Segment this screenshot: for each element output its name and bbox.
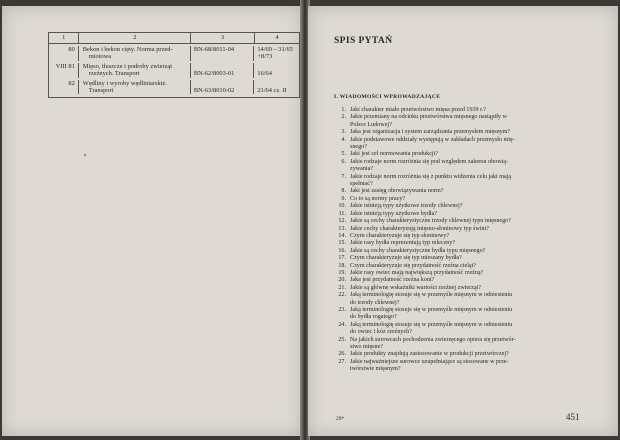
question-item xyxy=(334,248,596,255)
question-item xyxy=(334,263,596,270)
question-line: spełniać? xyxy=(350,181,373,188)
row-title-line: Wędliny i wyroby wędliniarskie. xyxy=(82,79,167,87)
question-number: 11. xyxy=(338,210,346,217)
question-number: 12. xyxy=(338,218,346,225)
question-list xyxy=(334,107,596,374)
question-number: 15. xyxy=(338,240,346,247)
question-text xyxy=(350,263,596,270)
row-title xyxy=(79,63,191,78)
row-title xyxy=(79,46,191,61)
question-text xyxy=(350,292,596,307)
question-number: 27. xyxy=(338,358,346,365)
question-text xyxy=(350,248,596,255)
row-title-line: miotowa xyxy=(88,53,112,61)
question-line: Jakie cechy charakteryzują mięsno-słoninowy typ świni? xyxy=(350,225,489,232)
question-text xyxy=(350,226,596,233)
row-unit-line: 21/64 cz. II xyxy=(257,86,287,94)
question-number: 4. xyxy=(341,136,346,143)
question-number: 21. xyxy=(338,284,346,291)
table-header xyxy=(48,32,300,44)
question-item xyxy=(334,218,596,225)
question-item xyxy=(334,226,596,233)
question-line: Jakie istnieją typy użytkowe trzody chlewnej? xyxy=(350,203,463,210)
row-unit-line: 14/69 – 31/65 xyxy=(257,46,293,53)
question-text xyxy=(350,277,596,284)
question-text xyxy=(350,188,596,195)
question-text xyxy=(350,307,596,322)
question-line: Co to są normy pracy? xyxy=(350,195,406,202)
question-number: 23. xyxy=(338,306,346,313)
question-line: Jaki jest cel normowania produkcji? xyxy=(350,151,438,158)
question-item xyxy=(334,255,596,262)
question-item xyxy=(334,203,596,210)
question-line: Jakie przemiany na odcinku przetwórstwa mięsnego nastąpiły w xyxy=(350,114,507,121)
signature-mark: 29* xyxy=(336,416,345,422)
table-row xyxy=(49,44,299,61)
question-item xyxy=(334,174,596,189)
question-line: Czym charakteryzuje się przydatność rzeźna cieląt? xyxy=(350,262,477,269)
question-item xyxy=(334,307,596,322)
question-line: Jakie produkty znajdują zastosowanie w produkcji przetwórczej? xyxy=(350,351,509,358)
question-line: Jakie najważniejsze surowce uzupełniające są stosowane w prze- xyxy=(350,358,509,365)
question-text xyxy=(350,240,596,247)
question-line: stwo mięsne? xyxy=(350,344,384,350)
question-item xyxy=(334,285,596,292)
row-number: VIII 81 xyxy=(49,63,79,78)
question-item xyxy=(334,159,596,174)
question-line: Jaki charakter miało przetwórstwo mięsa przed 1939 r.? xyxy=(350,107,487,113)
section-heading: I. WIADOMOŚCI WPROWADZAJĄCE xyxy=(334,94,441,100)
question-line: Na jakich surowcach pochodzenia zwierzęcego opiera się przetwór- xyxy=(350,336,516,343)
question-item xyxy=(334,233,596,240)
question-number: 26. xyxy=(338,351,346,358)
question-number: 9. xyxy=(341,195,346,202)
table-header-cell: 1 xyxy=(49,33,79,43)
question-line: Jaka jest przydatność rzeźna koni? xyxy=(350,277,435,284)
question-item xyxy=(334,270,596,277)
table-body xyxy=(48,44,300,98)
question-item xyxy=(334,359,596,374)
question-line: Jaką terminologię stosuje się w przemyśle mięsnym w odniesieniu xyxy=(350,292,513,299)
question-line: Jakie rodzaje norm rozróżnia się pod względem zakresu obowią- xyxy=(350,158,509,165)
question-line: Jakie istnieją typy użytkowe bydła? xyxy=(350,210,437,217)
question-line: do trzody chlewnej? xyxy=(350,299,400,306)
question-text xyxy=(350,203,596,210)
question-number: 2. xyxy=(341,114,346,121)
left-page xyxy=(2,6,302,436)
question-text xyxy=(350,129,596,136)
page-number: 451 xyxy=(566,412,580,422)
right-page xyxy=(308,6,618,436)
question-item xyxy=(334,114,596,129)
question-line: Jakie rasy bydła reprezentują typ mleczny? xyxy=(350,240,456,247)
question-number: 14. xyxy=(338,232,346,239)
row-title-line: rzeźnych. Transport xyxy=(88,70,140,78)
question-number: 7. xyxy=(341,173,346,180)
row-unit xyxy=(254,80,299,95)
question-text xyxy=(350,337,596,352)
question-number: 22. xyxy=(338,292,346,299)
page-title: SPIS PYTAŃ xyxy=(334,36,393,46)
row-unit xyxy=(254,63,299,78)
question-number: 20. xyxy=(338,277,346,284)
question-item xyxy=(334,277,596,284)
table-row xyxy=(49,61,299,78)
question-number: 16. xyxy=(338,247,346,254)
question-line: twórstwie mięsnym? xyxy=(350,366,401,373)
question-line: Czym charakteryzuje się typ mieszany bydła? xyxy=(350,255,462,262)
row-unit xyxy=(254,46,299,61)
question-line: do owiec i kóz rzeźnych? xyxy=(350,329,412,336)
question-text xyxy=(350,322,596,337)
question-line: Jaką terminologię stosuje się w przemyśle mięsnym w odniesieniu xyxy=(350,321,513,328)
question-number: 18. xyxy=(338,262,346,269)
question-number: 5. xyxy=(341,151,346,158)
question-item xyxy=(334,107,596,114)
question-line: snego? xyxy=(350,144,367,151)
question-item xyxy=(334,240,596,247)
table-header-cell: 2 xyxy=(79,33,191,43)
table-row xyxy=(49,78,299,98)
table-header-cell: 4 xyxy=(275,34,279,41)
row-norm: BN-63/8010-02 xyxy=(191,80,254,95)
question-number: 25. xyxy=(338,336,346,343)
question-text xyxy=(350,151,596,158)
question-line: Polsce Ludowej? xyxy=(350,121,392,128)
paper-speck xyxy=(84,154,86,156)
question-item xyxy=(334,129,596,136)
question-item xyxy=(334,337,596,352)
question-text xyxy=(350,255,596,262)
question-text xyxy=(350,196,596,203)
question-number: 10. xyxy=(338,203,346,210)
row-number: 82 xyxy=(49,80,79,95)
question-line: Jakie rodzaje norm rozróżnia się z punktu widzenia celu jaki mają xyxy=(350,173,512,180)
question-text xyxy=(350,211,596,218)
question-text xyxy=(350,107,596,114)
row-norm: BN-62/8003-01 xyxy=(191,63,254,78)
question-line: Jakie są cechy charakterystyczne bydła typu mięsnego? xyxy=(350,247,486,254)
question-number: 1. xyxy=(341,107,346,113)
question-item xyxy=(334,211,596,218)
question-text xyxy=(350,218,596,225)
question-text xyxy=(350,159,596,174)
question-text xyxy=(350,233,596,240)
question-item xyxy=(334,137,596,152)
question-line: do bydła rogatego? xyxy=(350,314,397,321)
standards-table xyxy=(48,32,300,98)
question-text xyxy=(350,359,596,374)
question-item xyxy=(334,292,596,307)
question-item xyxy=(334,151,596,158)
table-header-cell: 3 xyxy=(191,33,255,43)
row-title-line: Mięso, tłuszcze i podroby zwierząt xyxy=(82,62,173,70)
question-number: 17. xyxy=(338,255,346,262)
row-title xyxy=(79,80,191,95)
question-text xyxy=(350,351,596,358)
question-number: 24. xyxy=(338,321,346,328)
question-number: 13. xyxy=(338,225,346,232)
question-line: Jakie podstawowe oddziały występują w zakładach przemysłu mię- xyxy=(350,136,515,143)
question-item xyxy=(334,322,596,337)
question-line: Jaki jest zasięg obowiązywania norm? xyxy=(350,188,444,195)
question-text xyxy=(350,137,596,152)
row-title-line: Bekon i bekon cięty. Norma przed- xyxy=(82,46,173,53)
question-text xyxy=(350,285,596,292)
question-line: Jakie rasy owiec mają największą przydatność rzeźną? xyxy=(350,269,484,276)
question-number: 3. xyxy=(341,129,346,136)
question-text xyxy=(350,174,596,189)
row-norm: BN-68/8011-04 xyxy=(191,46,254,61)
question-number: 6. xyxy=(341,158,346,165)
question-text xyxy=(350,270,596,277)
question-line: Jakie są główne wskaźniki wartości rzeźnej zwierząt? xyxy=(350,284,481,291)
question-number: 8. xyxy=(341,188,346,195)
row-unit-line: +8/73 xyxy=(257,53,273,61)
question-line: Jakie są cechy charakterystyczne trzody chlewnej typu mięsnego? xyxy=(350,218,511,225)
question-item xyxy=(334,188,596,195)
question-line: Jaką terminologię stosuje się w przemyśle mięsnym w odniesieniu xyxy=(350,306,513,313)
question-item xyxy=(334,196,596,203)
question-line: Czym charakteryzuje się typ słoninowy? xyxy=(350,232,450,239)
row-unit-line: 16/64 xyxy=(257,69,272,77)
row-title-line: Transport xyxy=(88,87,114,95)
question-item xyxy=(334,351,596,358)
question-text xyxy=(350,114,596,129)
question-line: zywania? xyxy=(350,166,374,173)
row-number: 80 xyxy=(49,46,79,61)
question-line: Jaka jest organizacja i system zarządzania przemysłem mięsnym? xyxy=(350,129,511,136)
question-number: 19. xyxy=(338,269,346,276)
